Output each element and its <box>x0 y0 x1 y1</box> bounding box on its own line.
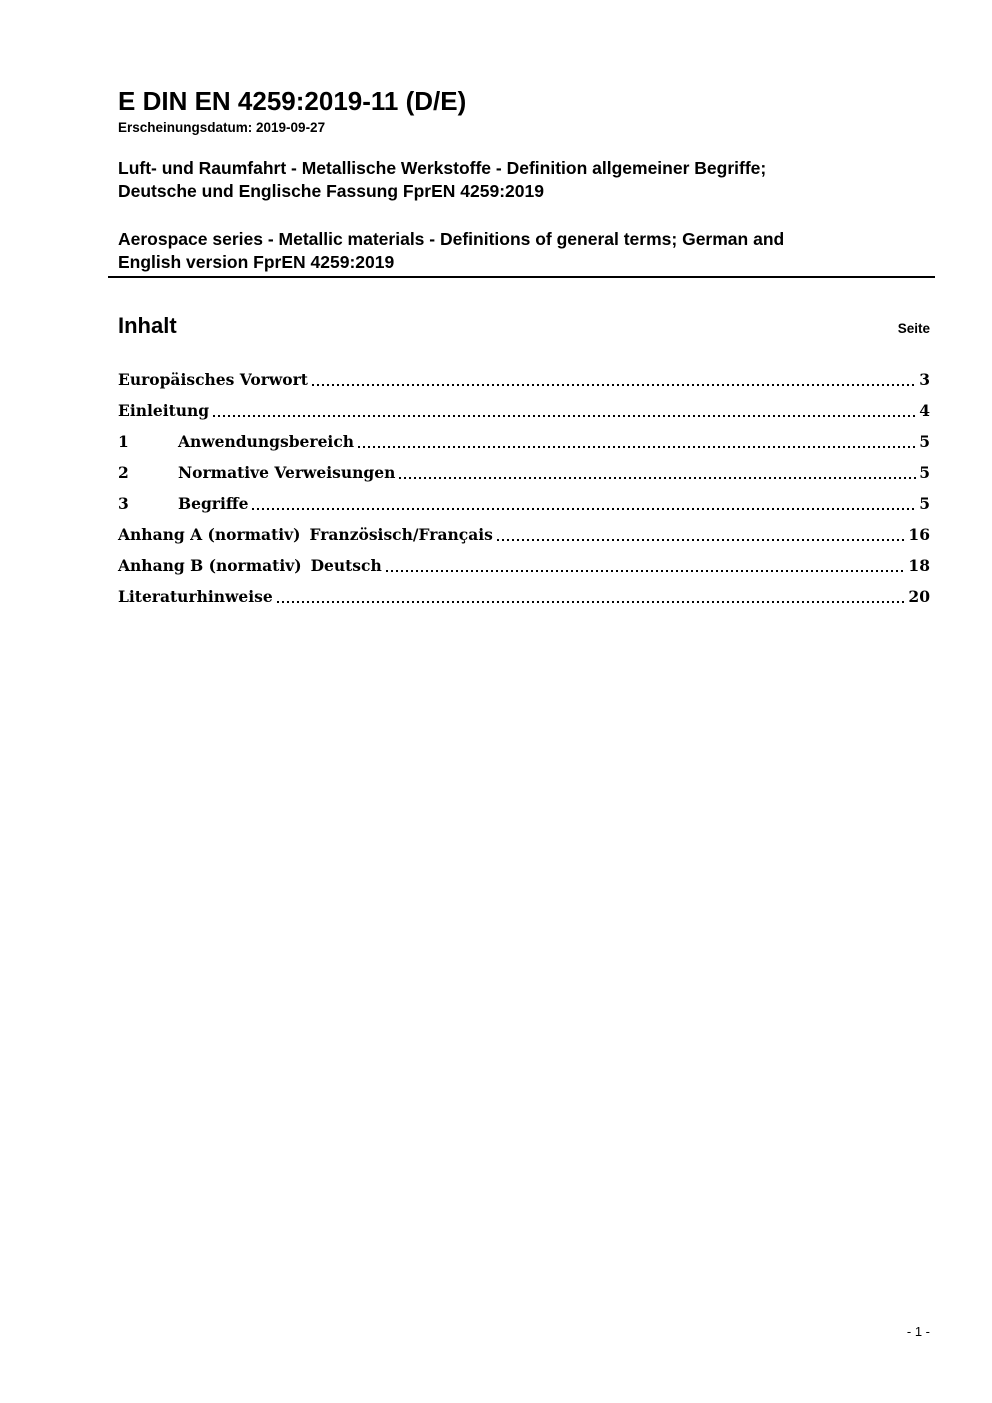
toc-entry-number: 3 <box>118 494 129 513</box>
document-number-title: E DIN EN 4259:2019-11 (D/E) <box>118 86 467 116</box>
toc-row[interactable] <box>118 526 930 544</box>
english-title <box>118 228 930 274</box>
toc-entry-number: Anhang B (normativ) <box>118 556 302 575</box>
german-title <box>118 157 930 203</box>
english-title-line1: Aerospace series - Metallic materials - Definitions of general terms; German and <box>118 229 785 249</box>
toc-entry-label: Europäisches Vorwort <box>118 370 308 389</box>
publication-date: Erscheinungsdatum: 2019-09-27 <box>118 120 326 135</box>
toc-dot-leader <box>213 415 917 417</box>
toc-dot-leader <box>358 446 917 448</box>
toc-entry-page: 18 <box>908 556 930 575</box>
toc-dot-leader <box>497 539 907 541</box>
toc-row[interactable] <box>118 495 930 513</box>
toc-row[interactable] <box>118 557 930 575</box>
toc-row[interactable] <box>118 402 930 420</box>
toc-dot-leader <box>312 384 917 386</box>
toc-dot-leader <box>277 601 907 603</box>
toc-entry-label: Anwendungsbereich <box>178 432 355 451</box>
toc-page-column-label: Seite <box>897 321 930 336</box>
german-title-line1: Luft- und Raumfahrt - Metallische Werkstoffe - Definition allgemeiner Begriffe; <box>118 158 767 178</box>
toc-entry-number: 2 <box>118 463 129 482</box>
toc-entry-page: 4 <box>919 401 930 420</box>
toc-entry-label: Begriffe <box>178 494 249 513</box>
toc-dot-leader <box>386 570 907 572</box>
toc-entry-label: Einleitung <box>118 401 210 420</box>
toc-row[interactable] <box>118 588 930 606</box>
toc-entry-page: 16 <box>908 525 930 544</box>
toc-entry-page: 5 <box>919 432 930 451</box>
toc-header-row <box>118 313 930 339</box>
toc-entry-page: 3 <box>919 370 930 389</box>
toc-entry-page: 20 <box>908 587 930 606</box>
title-separator-rule <box>108 276 935 278</box>
toc-dot-leader <box>399 477 917 479</box>
toc-dot-leader <box>252 508 917 510</box>
toc-heading: Inhalt <box>118 313 177 338</box>
toc-entry-page: 5 <box>919 463 930 482</box>
toc-entry-label: Normative Verweisungen <box>178 463 396 482</box>
toc-row[interactable] <box>118 464 930 482</box>
toc-entry-label: Deutsch <box>310 556 382 575</box>
toc-entry-label: Literaturhinweise <box>118 587 273 606</box>
toc-entry-label: Französisch/Français <box>309 525 493 544</box>
toc-row[interactable] <box>118 371 930 389</box>
footer-page-number: - 1 - <box>906 1324 930 1339</box>
german-title-line2: Deutsche und Englische Fassung FprEN 4259:2019 <box>118 181 544 201</box>
toc-entry-number: 1 <box>118 432 129 451</box>
toc-entry-number: Anhang A (normativ) <box>118 525 301 544</box>
toc-row[interactable] <box>118 433 930 451</box>
toc-entry-page: 5 <box>919 494 930 513</box>
english-title-line2: English version FprEN 4259:2019 <box>118 252 395 272</box>
table-of-contents <box>118 371 930 619</box>
